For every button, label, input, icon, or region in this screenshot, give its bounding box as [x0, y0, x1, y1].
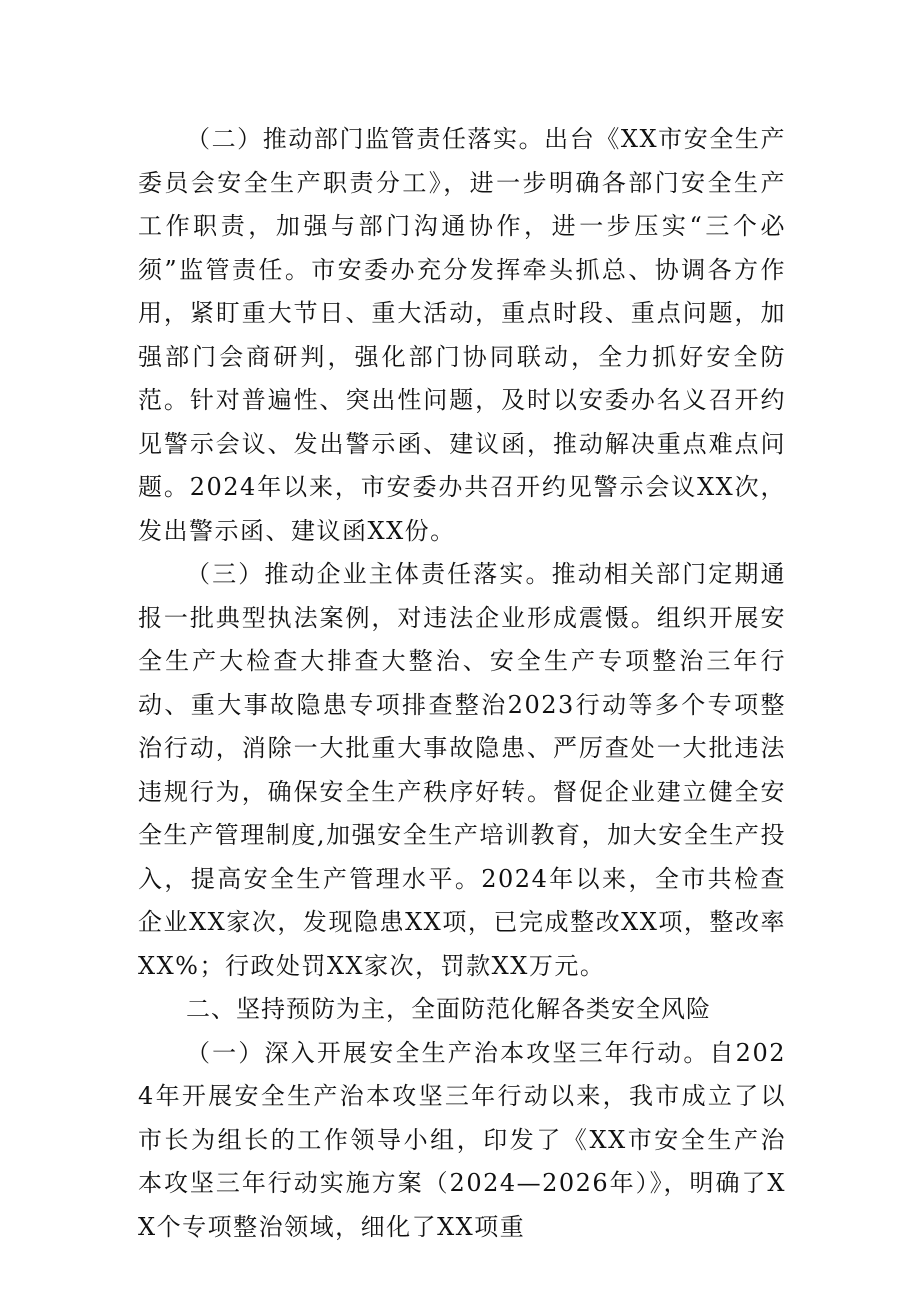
paragraph-section-2-3: （三）推动企业主体责任落实。推动相关部门定期通报一批典型执法案例，对违法企业形成震慑。组织开展安全生产大检查大排查大整治、安全生产专项整治三年行动、重大事故隐患专项排查整治2023行动等多个专项整治行动，消除一大批重大事故隐患、严厉查处一大批违法违规行为，确保安全生产秩序好转。督促企业建立健全安全生产管理制度,加强安全生产培训教育，加大安全生产投入，提高安全生产管理水平。2024年以来，全市共检查企业XX家次，发现隐患XX项，已完成整改XX项，整改率XX%；行政处罚XX家次，罚款XX万元。: [138, 560, 786, 980]
document-page: [138, 118, 786, 1249]
paragraph-section-3-1: （一）深入开展安全生产治本攻坚三年行动。自2024年开展安全生产治本攻坚三年行动以来，我市成立了以市长为组长的工作领导小组，印发了《XX市安全生产治本攻坚三年行动实施方案（2024—2026年）》，明确了XX个专项整治领域，细化了XX项重: [138, 1038, 786, 1241]
paragraph-section-2-2: （二）推动部门监管责任落实。出台《XX市安全生产委员会安全生产职责分工》，进一步明确各部门安全生产工作职责，加强与部门沟通协作，进一步压实“三个必须”监管责任。市安委办充分发挥牵头抓总、协调各方作用，紧盯重大节日、重大活动，重点时段、重点问题，加强部门会商研判，强化部门协同联动，全力抓好安全防范。针对普遍性、突出性问题，及时以安委办名义召开约见警示会议、发出警示函、建议函，推动解决重点难点问题。2024年以来，市安委办共召开约见警示会议XX次，发出警示函、建议函XX份。: [138, 125, 786, 545]
section-heading: 二、坚持预防为主，全面防范化解各类安全风险: [186, 995, 711, 1023]
